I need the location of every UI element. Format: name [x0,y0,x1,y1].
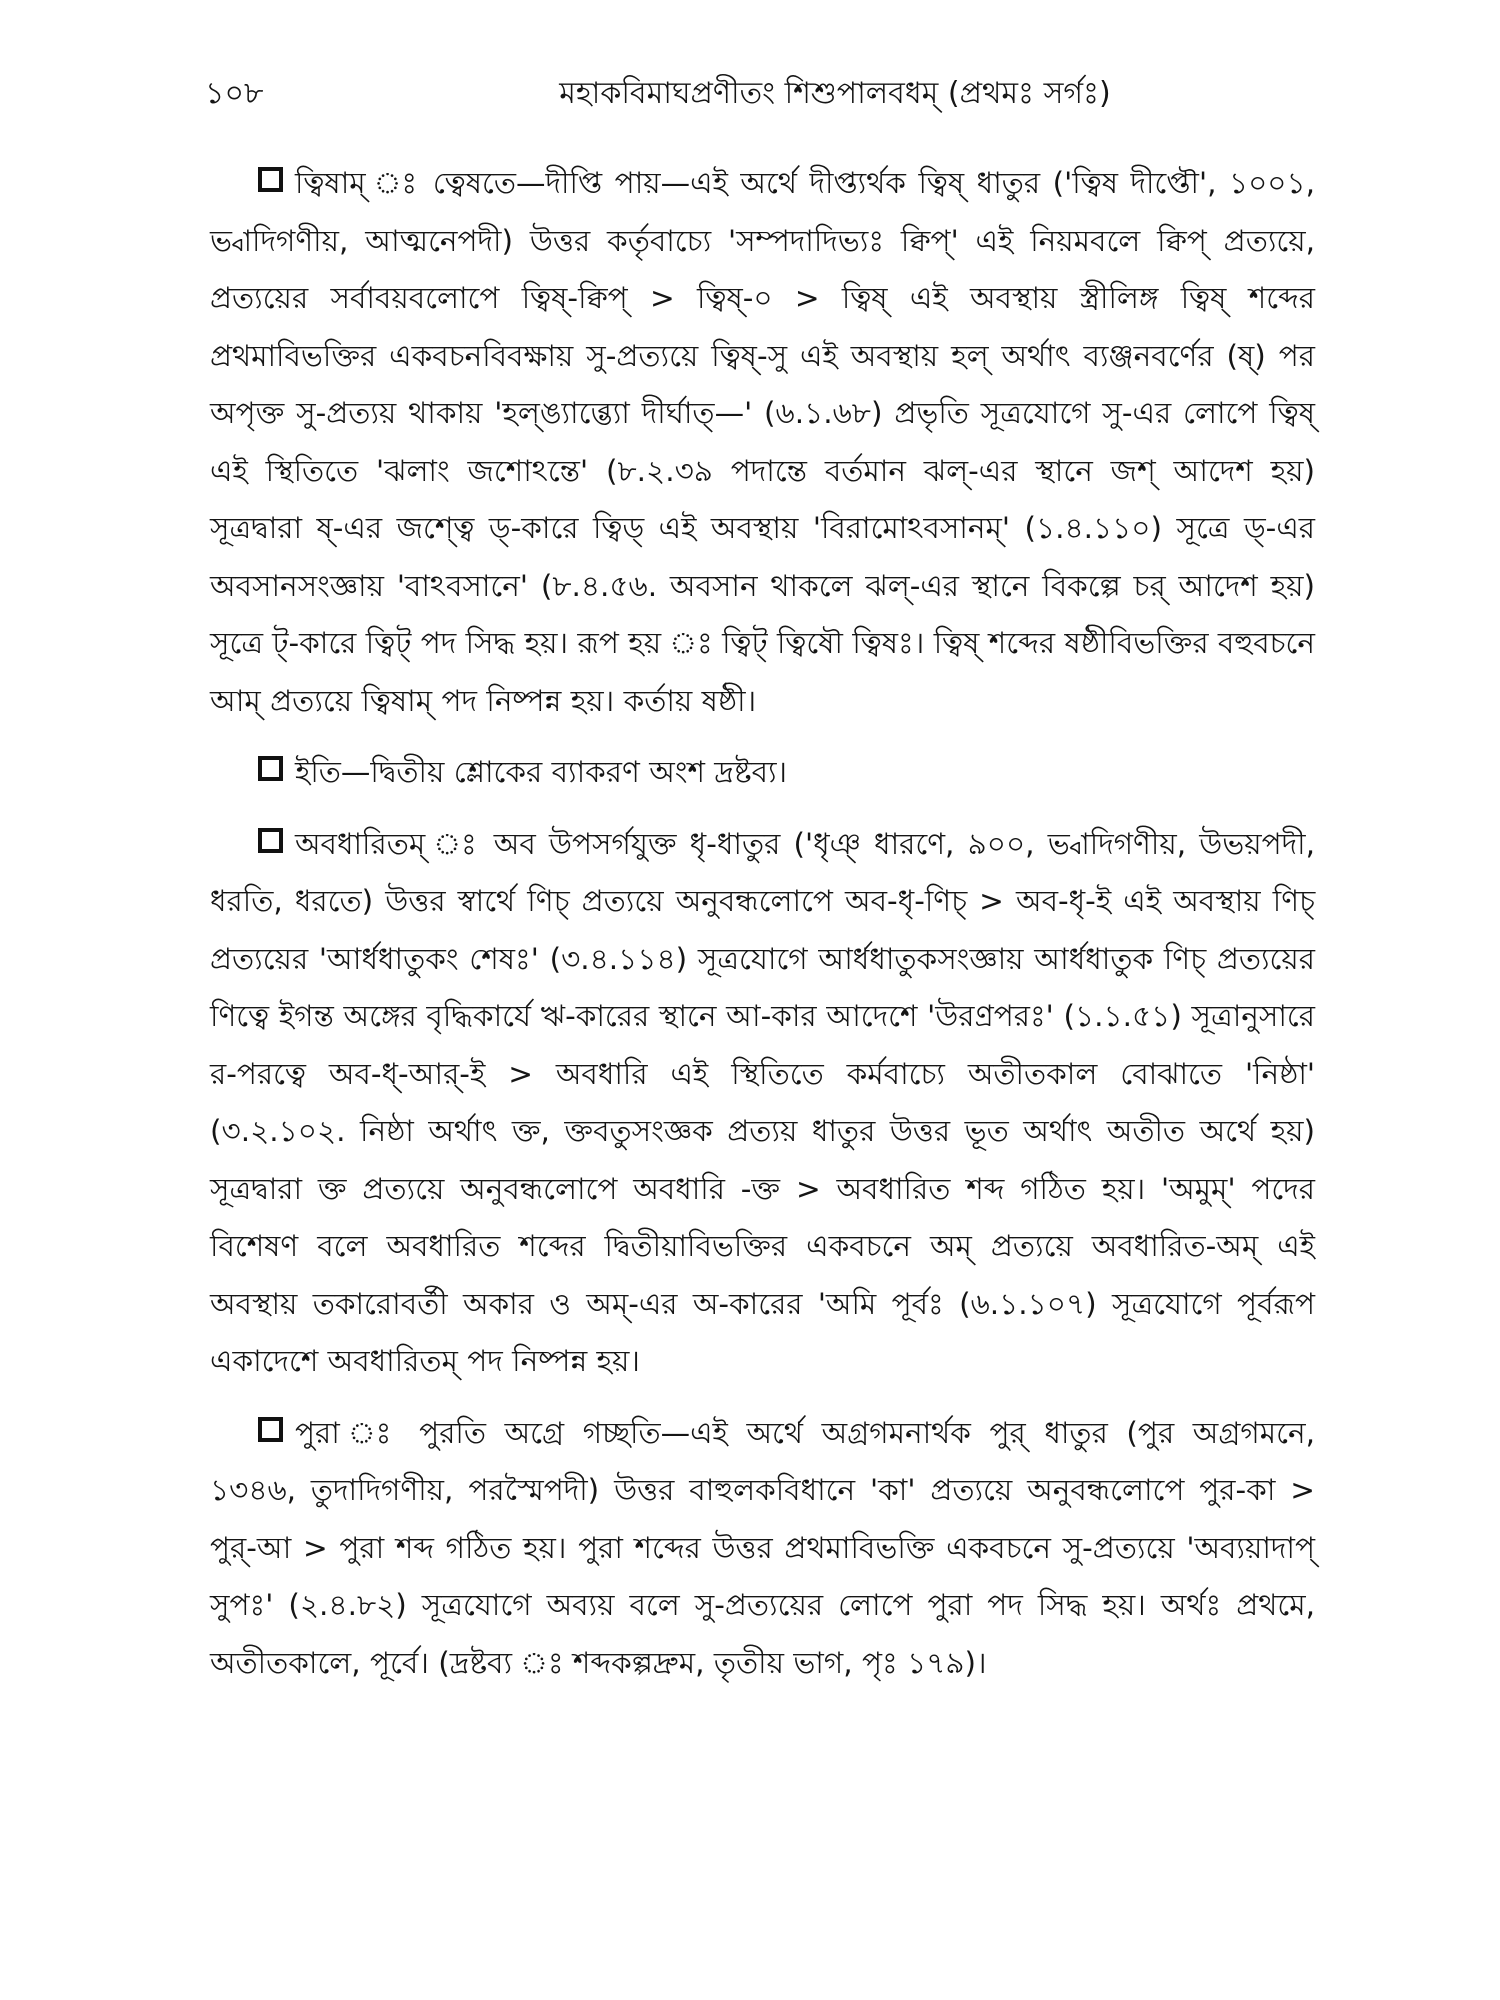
paragraph-avadharitam [210,816,1315,1391]
paragraph-text: অবধারিতম্ ঃ অব উপসর্গযুক্ত ধৃ-ধাতুর ('ধৃঞ্ ধারণে, ৯০০, ভ্বাদিগণীয়, উভয়পদী, ধরতি, ধরতে) উত্তর স্বার্থে ণিচ্ প্রত্যয়ে অনুবন্ধলোপে অব-ধৃ-ণিচ্ > অব-ধৃ-ই এই অবস্থায় ণিচ্ প্রত্যয়ের 'আর্ধধাতুকং শেষঃ' (৩.৪.১১৪) সূত্রযোগে আর্ধধাতুকসংজ্ঞায় আর্ধধাতুক ণিচ্ প্রত্যয়ের ণিত্বে ইগন্ত অঙ্গের বৃদ্ধিকার্যে ঋ-কারের স্থানে আ-কার আদেশে 'উরণ্রপরঃ' (১.১.৫১) সূত্রানুসারে র-পরত্বে অব-ধ্-আর্-ই > অবধারি এই স্থিতিতে কর্মবাচ্যে অতীতকাল বোঝাতে 'নিষ্ঠা' (৩.২.১০২. নিষ্ঠা অর্থাৎ ক্ত, ক্তবতুসংজ্ঞক প্রত্যয় ধাতুর উত্তর ভূত অর্থাৎ অতীত অর্থে হয়) সূত্রদ্বারা ক্ত প্রত্যয়ে অনুবন্ধলোপে অবধারি -ক্ত > অবধারিত শব্দ গঠিত হয়। 'অমুম্' পদের বিশেষণ বলে অবধারিত শব্দের দ্বিতীয়াবিভক্তির একবচনে অম্ প্রত্যয়ে অবধারিত-অম্ এই অবস্থায় তকারোবর্তী অকার ও অম্-এর অ-কারের 'অমি পূর্বঃ (৬.১.১০৭) সূত্রযোগে পূর্বরূপ একাদেশে অবধারিতম্ পদ নিষ্পন্ন হয়। [210,826,1315,1378]
paragraph-text: পুরা ঃ পুরতি অগ্রে গচ্ছতি—এই অর্থে অগ্রগমনার্থক পুর্ ধাতুর (পুর অগ্রগমনে, ১৩৪৬, তুদাদিগণীয়, পরস্মৈপদী) উত্তর বাহুলকবিধানে 'কা' প্রত্যয়ে অনুবন্ধলোপে পুর-কা > পুর্-আ > পুরা শব্দ গঠিত হয়। পুরা শব্দের উত্তর প্রথমাবিভক্তি একবচনে সু-প্রত্যয়ে 'অব্যয়াদাপ্ সুপঃ' (২.৪.৮২) সূত্রযোগে অব্যয় বলে সু-প্রত্যয়ের লোপে পুরা পদ সিদ্ধ হয়। অর্থঃ প্রথমে, অতীতকালে, পূর্বে। (দ্রষ্টব্য ঃ শব্দকল্পদ্রুম, তৃতীয় ভাগ, পৃঃ ১৭৯)। [210,1415,1315,1680]
square-bullet-icon [258,756,283,781]
paragraph-text: ইতি—দ্বিতীয় শ্লোকের ব্যাকরণ অংশ দ্রষ্টব্য। [295,755,788,789]
paragraph-text: ত্বিষাম্ ঃ ত্বেষতে—দীপ্তি পায়—এই অর্থে দীপ্ত্যর্থক ত্বিষ্ ধাতুর ('ত্বিষ দীপ্তৌ', ১০০১, ভ্বাদিগণীয়, আত্মনেপদী) উত্তর কর্তৃবাচ্যে 'সম্পদাদিভ্যঃ ক্বিপ্' এই নিয়মবলে ক্বিপ্ প্রত্যয়ে, প্রত্যয়ের সর্বাবয়বলোপে ত্বিষ্-ক্বিপ্ > ত্বিষ্-০ > ত্বিষ্ এই অবস্থায় স্ত্রীলিঙ্গ ত্বিষ্ শব্দের প্রথমাবিভক্তির একবচনবিবক্ষায় সু-প্রত্যয়ে ত্বিষ্-সু এই অবস্থায় হল্ অর্থাৎ ব্যঞ্জনবর্ণের (ষ্) পর অপৃক্ত সু-প্রত্যয় থাকায় 'হল্ঙ্যাব্ভ্যো দীর্ঘাত্—' (৬.১.৬৮) প্রভৃতি সূত্রযোগে সু-এর লোপে ত্বিষ্ এই স্থিতিতে 'ঝলাং জশোঽন্তে' (৮.২.৩৯ পদান্তে বর্তমান ঝল্-এর স্থানে জশ্ আদেশ হয়) সূত্রদ্বারা ষ্-এর জশ্ত্বে ড্-কারে ত্বিড্ এই অবস্থায় 'বিরামোঽবসানম্' (১.৪.১১০) সূত্রে ড্-এর অবসানসংজ্ঞায় 'বাঽবসানে' (৮.৪.৫৬. অবসান থাকলে ঝল্-এর স্থানে বিকল্পে চর্ আদেশ হয়) সূত্রে ট্-কারে ত্বিট্ পদ সিদ্ধ হয়। রূপ হয় ঃ ত্বিট্ ত্বিষৌ ত্বিষঃ। ত্বিষ্ শব্দের ষষ্ঠীবিভক্তির বহুবচনে আম্ প্রত্যয়ে ত্বিষাম্ পদ নিষ্পন্ন হয়। কর্তায় ষষ্ঠী। [210,166,1315,718]
page-header [205,72,1320,132]
paragraph-tvisham [210,155,1315,730]
page-number: ১০৮ [205,76,264,111]
body-text [210,155,1315,1706]
running-title: মহাকবিমাঘপ্রণীতং শিশুপালবধম্ (প্রথমঃ সর্গঃ) [559,76,1111,111]
square-bullet-icon [258,828,283,853]
square-bullet-icon [258,1417,283,1442]
paragraph-iti [210,744,1315,802]
square-bullet-icon [258,167,283,192]
paragraph-pura [210,1405,1315,1693]
